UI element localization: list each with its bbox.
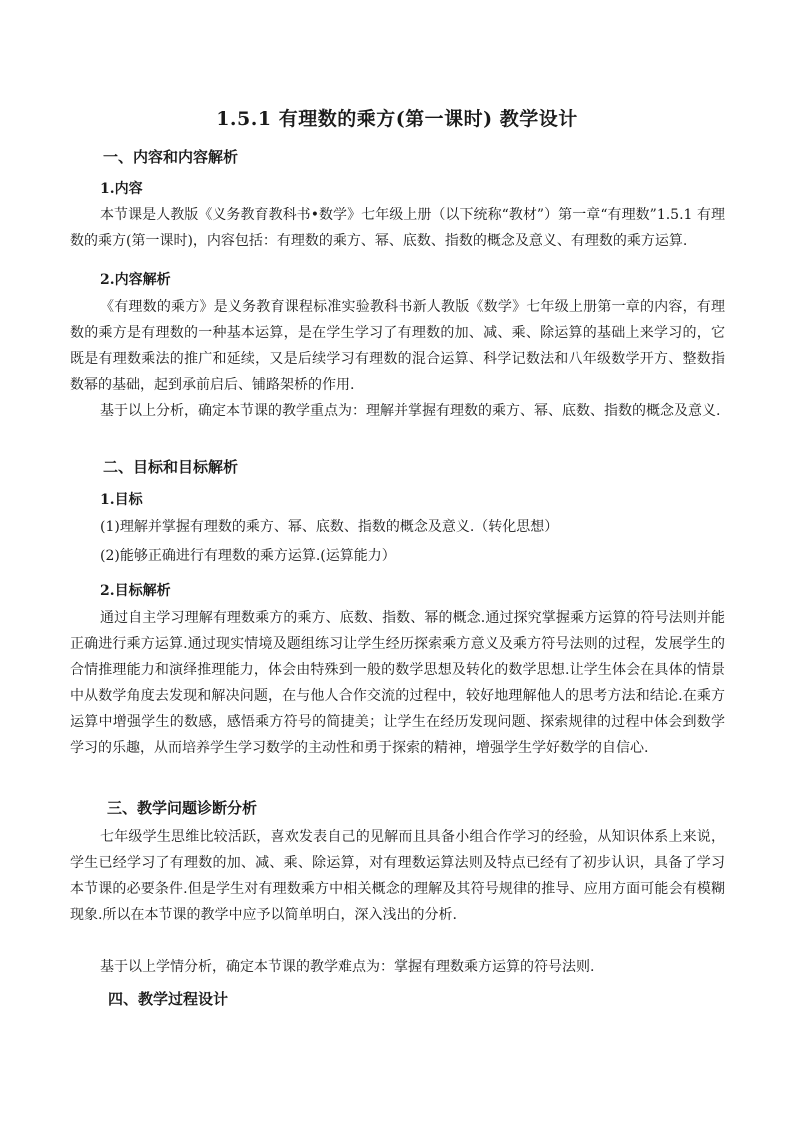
section-heading-diagnosis: 三、教学问题诊断分析 — [107, 799, 258, 817]
page-title: 1.5.1 有理数的乘方(第一课时) 教学设计 — [216, 108, 578, 130]
paragraph-diagnosis: 七年级学生思维比较活跃，喜欢发表自己的见解而且具备小组合作学习的经验，从知识体系上来说，学生已经学习了有理数的加、减、乘、除运算，对有理数运算法则及特点已经有了初步认识，具备了学习本节课的必要条件.但是学生对有理数乘方中相关概念的理解及其符号规律的推导、应用方面可能会有模糊现象.所以在本节课的教学中应予以简单明白，深入浅出的分析. — [70, 829, 725, 923]
subheading-content: 1.内容 — [100, 181, 143, 197]
paragraph-difficulty: 基于以上学情分析，确定本节课的教学难点为：掌握有理数乘方运算的符号法则. — [100, 959, 595, 975]
paragraph-goal-analysis: 通过自主学习理解有理数乘方的乘方、底数、指数、幂的概念.通过探究掌握乘方运算的符号法则并能正确进行乘方运算.通过现实情境及题组练习让学生经历探索乘方意义及乘方符号法则的过程，发展学生的合情推理能力和演绎推理能力，体会由特殊到一般的数学思想及转化的数学思想.让学生体会在具体的情景中从数学角度去发现和解决问题，在与他人合作交流的过程中，较好地理解他人的思考方法和结论.在乘方运算中增强学生的数感，感悟乘方符号的简捷美；让学生在经历发现问题、探索规律的过程中体会到数学学习的乐趣，从而培养学生学习数学的主动性和勇于探索的精神，增强学生学好数学的自信心. — [70, 610, 725, 756]
section-heading-goals: 二、目标和目标解析 — [103, 458, 239, 476]
paragraph-key-point: 基于以上分析，确定本节课的教学重点为：理解并掌握有理数的乘方、幂、底数、指数的概念及意义. — [100, 403, 721, 419]
section-heading-content: 一、内容和内容解析 — [103, 148, 239, 166]
section-heading-process: 四、教学过程设计 — [108, 990, 229, 1008]
subheading-content-analysis: 2.内容解析 — [100, 272, 171, 288]
goal-item-1: (1)理解并掌握有理数的乘方、幂、底数、指数的概念及意义.（转化思想） — [100, 519, 559, 535]
subheading-goal-analysis: 2.目标解析 — [100, 583, 171, 599]
subheading-goals: 1.目标 — [100, 492, 143, 508]
paragraph-content: 本节课是人教版《义务教育教科书•数学》七年级上册（以下统称“教材”）第一章“有理数”1.5.1 有理数的乘方(第一课时)，内容包括：有理数的乘方、幂、底数、指数的概念及意义、有理数的乘方运算. — [70, 207, 725, 249]
goal-item-2: (2)能够正确进行有理数的乘方运算.(运算能力） — [100, 548, 396, 564]
paragraph-content-analysis: 《有理数的乘方》是义务教育课程标准实验教科书新人教版《数学》七年级上册第一章的内容，有理数的乘方是有理数的一种基本运算，是在学生学习了有理数的加、减、乘、除运算的基础上来学习的，它既是有理数乘法的推广和延续，又是后续学习有理数的混合运算、科学记数法和八年级数学开方、整数指数幂的基础，起到承前启后、铺路架桥的作用. — [70, 299, 725, 393]
